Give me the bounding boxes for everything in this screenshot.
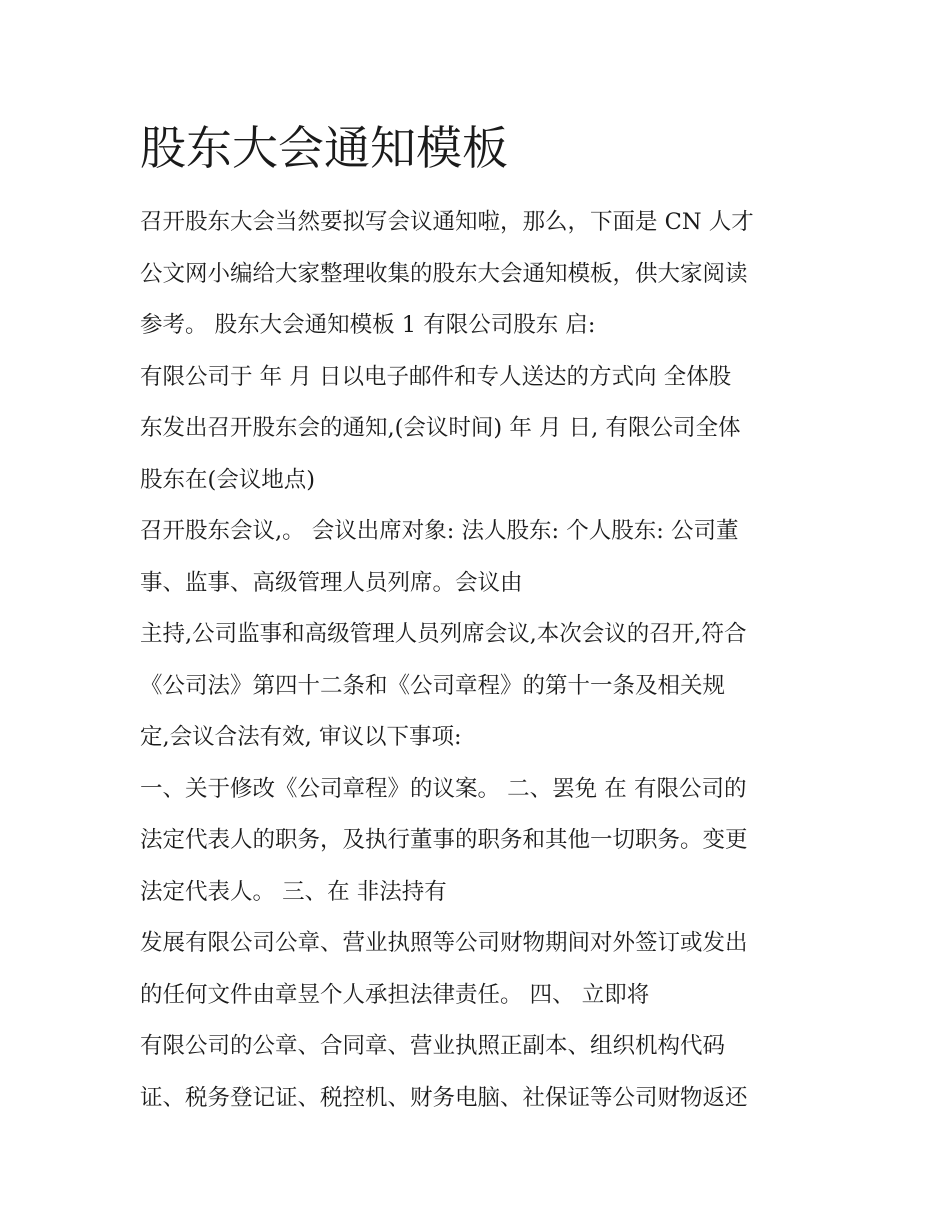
body-line: 一、关于修改《公司章程》的议案。 二、罢免 在 有限公司的: [140, 775, 747, 802]
body-line: 《公司法》第四十二条和《公司章程》的第十一条及相关规: [140, 672, 726, 699]
body-line: 参考。 股东大会通知模板 1 有限公司股东 启:: [140, 312, 596, 338]
body-line: 公文网小编给大家整理收集的股东大会通知模板，供大家阅读: [140, 260, 748, 287]
body-line: 召开股东会议,。 会议出席对象: 法人股东: 个人股东: 公司董: [140, 518, 739, 544]
body-line: 东发出召开股东会的通知,(会议时间) 年 月 日, 有限公司全体: [140, 415, 741, 441]
body-line: 发展有限公司公章、营业执照等公司财物期间对外签订或发出: [140, 930, 748, 956]
body-line: 事、监事、高级管理人员列席。会议由: [140, 569, 523, 596]
body-line: 法定代表人的职务，及执行董事的职务和其他一切职务。变更: [140, 827, 748, 853]
body-line: 证、税务登记证、税控机、财务电脑、社保证等公司财物返还: [140, 1084, 748, 1111]
body-line: 法定代表人。 三、在 非法持有: [140, 878, 447, 905]
body-line: 召开股东大会当然要拟写会议通知啦，那么，下面是 CN 人才: [140, 209, 754, 235]
body-line: 股东在(会议地点): [140, 466, 316, 493]
body-line: 的任何文件由章昱个人承担法律责任。 四、 立即将: [140, 981, 650, 1008]
document-title: 股东大会通知模板: [140, 121, 508, 175]
body-line: 定,会议合法有效, 审议以下事项:: [140, 724, 462, 750]
body-line: 主持,公司监事和高级管理人员列席会议,本次会议的召开,符合: [140, 621, 747, 647]
body-line: 有限公司的公章、合同章、营业执照正副本、组织机构代码: [140, 1033, 726, 1059]
document-body: [140, 197, 820, 1124]
body-line: 有限公司于 年 月 日以电子邮件和专人送达的方式向 全体股: [140, 363, 732, 390]
